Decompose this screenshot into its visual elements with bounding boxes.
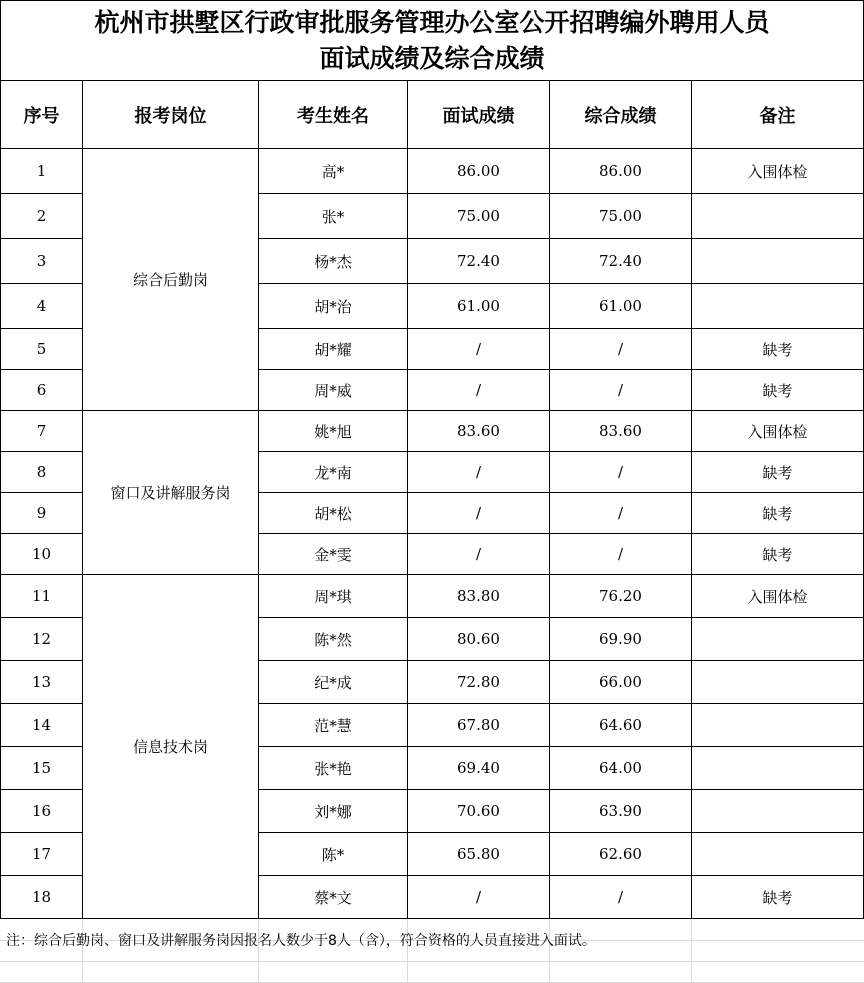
cell-name: 胡*耀 [259, 329, 408, 370]
cell-name: 周*琪 [259, 575, 408, 618]
cell-position: 窗口及讲解服务岗 [83, 411, 259, 575]
cell-interview-score: 67.80 [408, 704, 550, 747]
sheet-gridline [258, 919, 259, 983]
footnote: 注：综合后勤岗、窗口及讲解服务岗因报名人数少于8人（含），符合资格的人员直接进入面试。 [6, 933, 596, 949]
cell-name: 张* [259, 194, 408, 239]
cell-seq: 18 [1, 876, 83, 919]
header-composite: 综合成绩 [550, 81, 692, 149]
header-remark: 备注 [692, 81, 864, 149]
table-row [1, 149, 864, 194]
cell-name: 龙*南 [259, 452, 408, 493]
cell-interview-score: 80.60 [408, 618, 550, 661]
header-interview: 面试成绩 [408, 81, 550, 149]
sheet-gridline [407, 919, 408, 983]
cell-composite-score: 72.40 [550, 239, 692, 284]
cell-composite-score: 83.60 [550, 411, 692, 452]
header-seq: 序号 [1, 81, 83, 149]
cell-seq: 2 [1, 194, 83, 239]
cell-seq: 5 [1, 329, 83, 370]
cell-interview-score: 75.00 [408, 194, 550, 239]
cell-composite-score: / [550, 493, 692, 534]
cell-name: 张*艳 [259, 747, 408, 790]
cell-seq: 3 [1, 239, 83, 284]
title-line-1: 杭州市拱墅区行政审批服务管理办公室公开招聘编外聘用人员 [94, 7, 770, 37]
sheet-gridline [82, 919, 83, 983]
cell-interview-score: / [408, 534, 550, 575]
cell-remark [692, 284, 864, 329]
cell-name: 陈*然 [259, 618, 408, 661]
cell-remark: 入围体检 [692, 575, 864, 618]
cell-remark: 入围体检 [692, 411, 864, 452]
cell-remark: 缺考 [692, 329, 864, 370]
cell-name: 胡*治 [259, 284, 408, 329]
cell-composite-score: 64.00 [550, 747, 692, 790]
cell-name: 高* [259, 149, 408, 194]
sheet-gridline [0, 961, 864, 962]
cell-interview-score: 70.60 [408, 790, 550, 833]
cell-seq: 6 [1, 370, 83, 411]
cell-composite-score: / [550, 370, 692, 411]
cell-interview-score: / [408, 452, 550, 493]
cell-name: 姚*旭 [259, 411, 408, 452]
cell-seq: 16 [1, 790, 83, 833]
cell-seq: 15 [1, 747, 83, 790]
table-body [1, 149, 864, 919]
cell-interview-score: 72.80 [408, 661, 550, 704]
cell-interview-score: / [408, 876, 550, 919]
cell-name: 刘*娜 [259, 790, 408, 833]
cell-seq: 4 [1, 284, 83, 329]
cell-remark: 入围体检 [692, 149, 864, 194]
cell-composite-score: 64.60 [550, 704, 692, 747]
cell-remark [692, 704, 864, 747]
cell-composite-score: 63.90 [550, 790, 692, 833]
cell-seq: 9 [1, 493, 83, 534]
cell-interview-score: 61.00 [408, 284, 550, 329]
title-line-2: 面试成绩及综合成绩 [319, 43, 545, 73]
cell-seq: 13 [1, 661, 83, 704]
cell-name: 杨*杰 [259, 239, 408, 284]
cell-name: 蔡*文 [259, 876, 408, 919]
cell-remark: 缺考 [692, 493, 864, 534]
table-row [1, 575, 864, 618]
cell-seq: 1 [1, 149, 83, 194]
cell-interview-score: 86.00 [408, 149, 550, 194]
cell-interview-score: 83.60 [408, 411, 550, 452]
cell-name: 陈* [259, 833, 408, 876]
cell-name: 范*慧 [259, 704, 408, 747]
cell-remark [692, 790, 864, 833]
cell-remark [692, 618, 864, 661]
cell-composite-score: / [550, 329, 692, 370]
cell-remark: 缺考 [692, 876, 864, 919]
cell-remark: 缺考 [692, 370, 864, 411]
cell-remark [692, 194, 864, 239]
cell-seq: 8 [1, 452, 83, 493]
cell-composite-score: 61.00 [550, 284, 692, 329]
cell-name: 纪*成 [259, 661, 408, 704]
cell-interview-score: / [408, 370, 550, 411]
cell-seq: 14 [1, 704, 83, 747]
cell-position: 信息技术岗 [83, 575, 259, 919]
header-name: 考生姓名 [259, 81, 408, 149]
cell-seq: 12 [1, 618, 83, 661]
cell-interview-score: 69.40 [408, 747, 550, 790]
cell-composite-score: 75.00 [550, 194, 692, 239]
cell-composite-score: / [550, 452, 692, 493]
header-row [1, 81, 864, 149]
cell-remark [692, 239, 864, 284]
cell-remark: 缺考 [692, 452, 864, 493]
table-row [1, 411, 864, 452]
cell-remark [692, 747, 864, 790]
header-position: 报考岗位 [83, 81, 259, 149]
table-title [1, 1, 864, 81]
cell-seq: 17 [1, 833, 83, 876]
cell-interview-score: 83.80 [408, 575, 550, 618]
cell-seq: 7 [1, 411, 83, 452]
cell-composite-score: 76.20 [550, 575, 692, 618]
sheet-gridline [691, 919, 692, 983]
cell-interview-score: 65.80 [408, 833, 550, 876]
cell-interview-score: / [408, 329, 550, 370]
cell-name: 胡*松 [259, 493, 408, 534]
cell-remark [692, 661, 864, 704]
cell-remark: 缺考 [692, 534, 864, 575]
sheet-gridline [549, 919, 550, 983]
cell-interview-score: 72.40 [408, 239, 550, 284]
cell-interview-score: / [408, 493, 550, 534]
cell-seq: 10 [1, 534, 83, 575]
cell-position: 综合后勤岗 [83, 149, 259, 411]
cell-name: 周*威 [259, 370, 408, 411]
cell-name: 金*雯 [259, 534, 408, 575]
cell-seq: 11 [1, 575, 83, 618]
cell-composite-score: 62.60 [550, 833, 692, 876]
cell-composite-score: / [550, 534, 692, 575]
cell-composite-score: / [550, 876, 692, 919]
cell-remark [692, 833, 864, 876]
cell-composite-score: 86.00 [550, 149, 692, 194]
cell-composite-score: 69.90 [550, 618, 692, 661]
cell-composite-score: 66.00 [550, 661, 692, 704]
